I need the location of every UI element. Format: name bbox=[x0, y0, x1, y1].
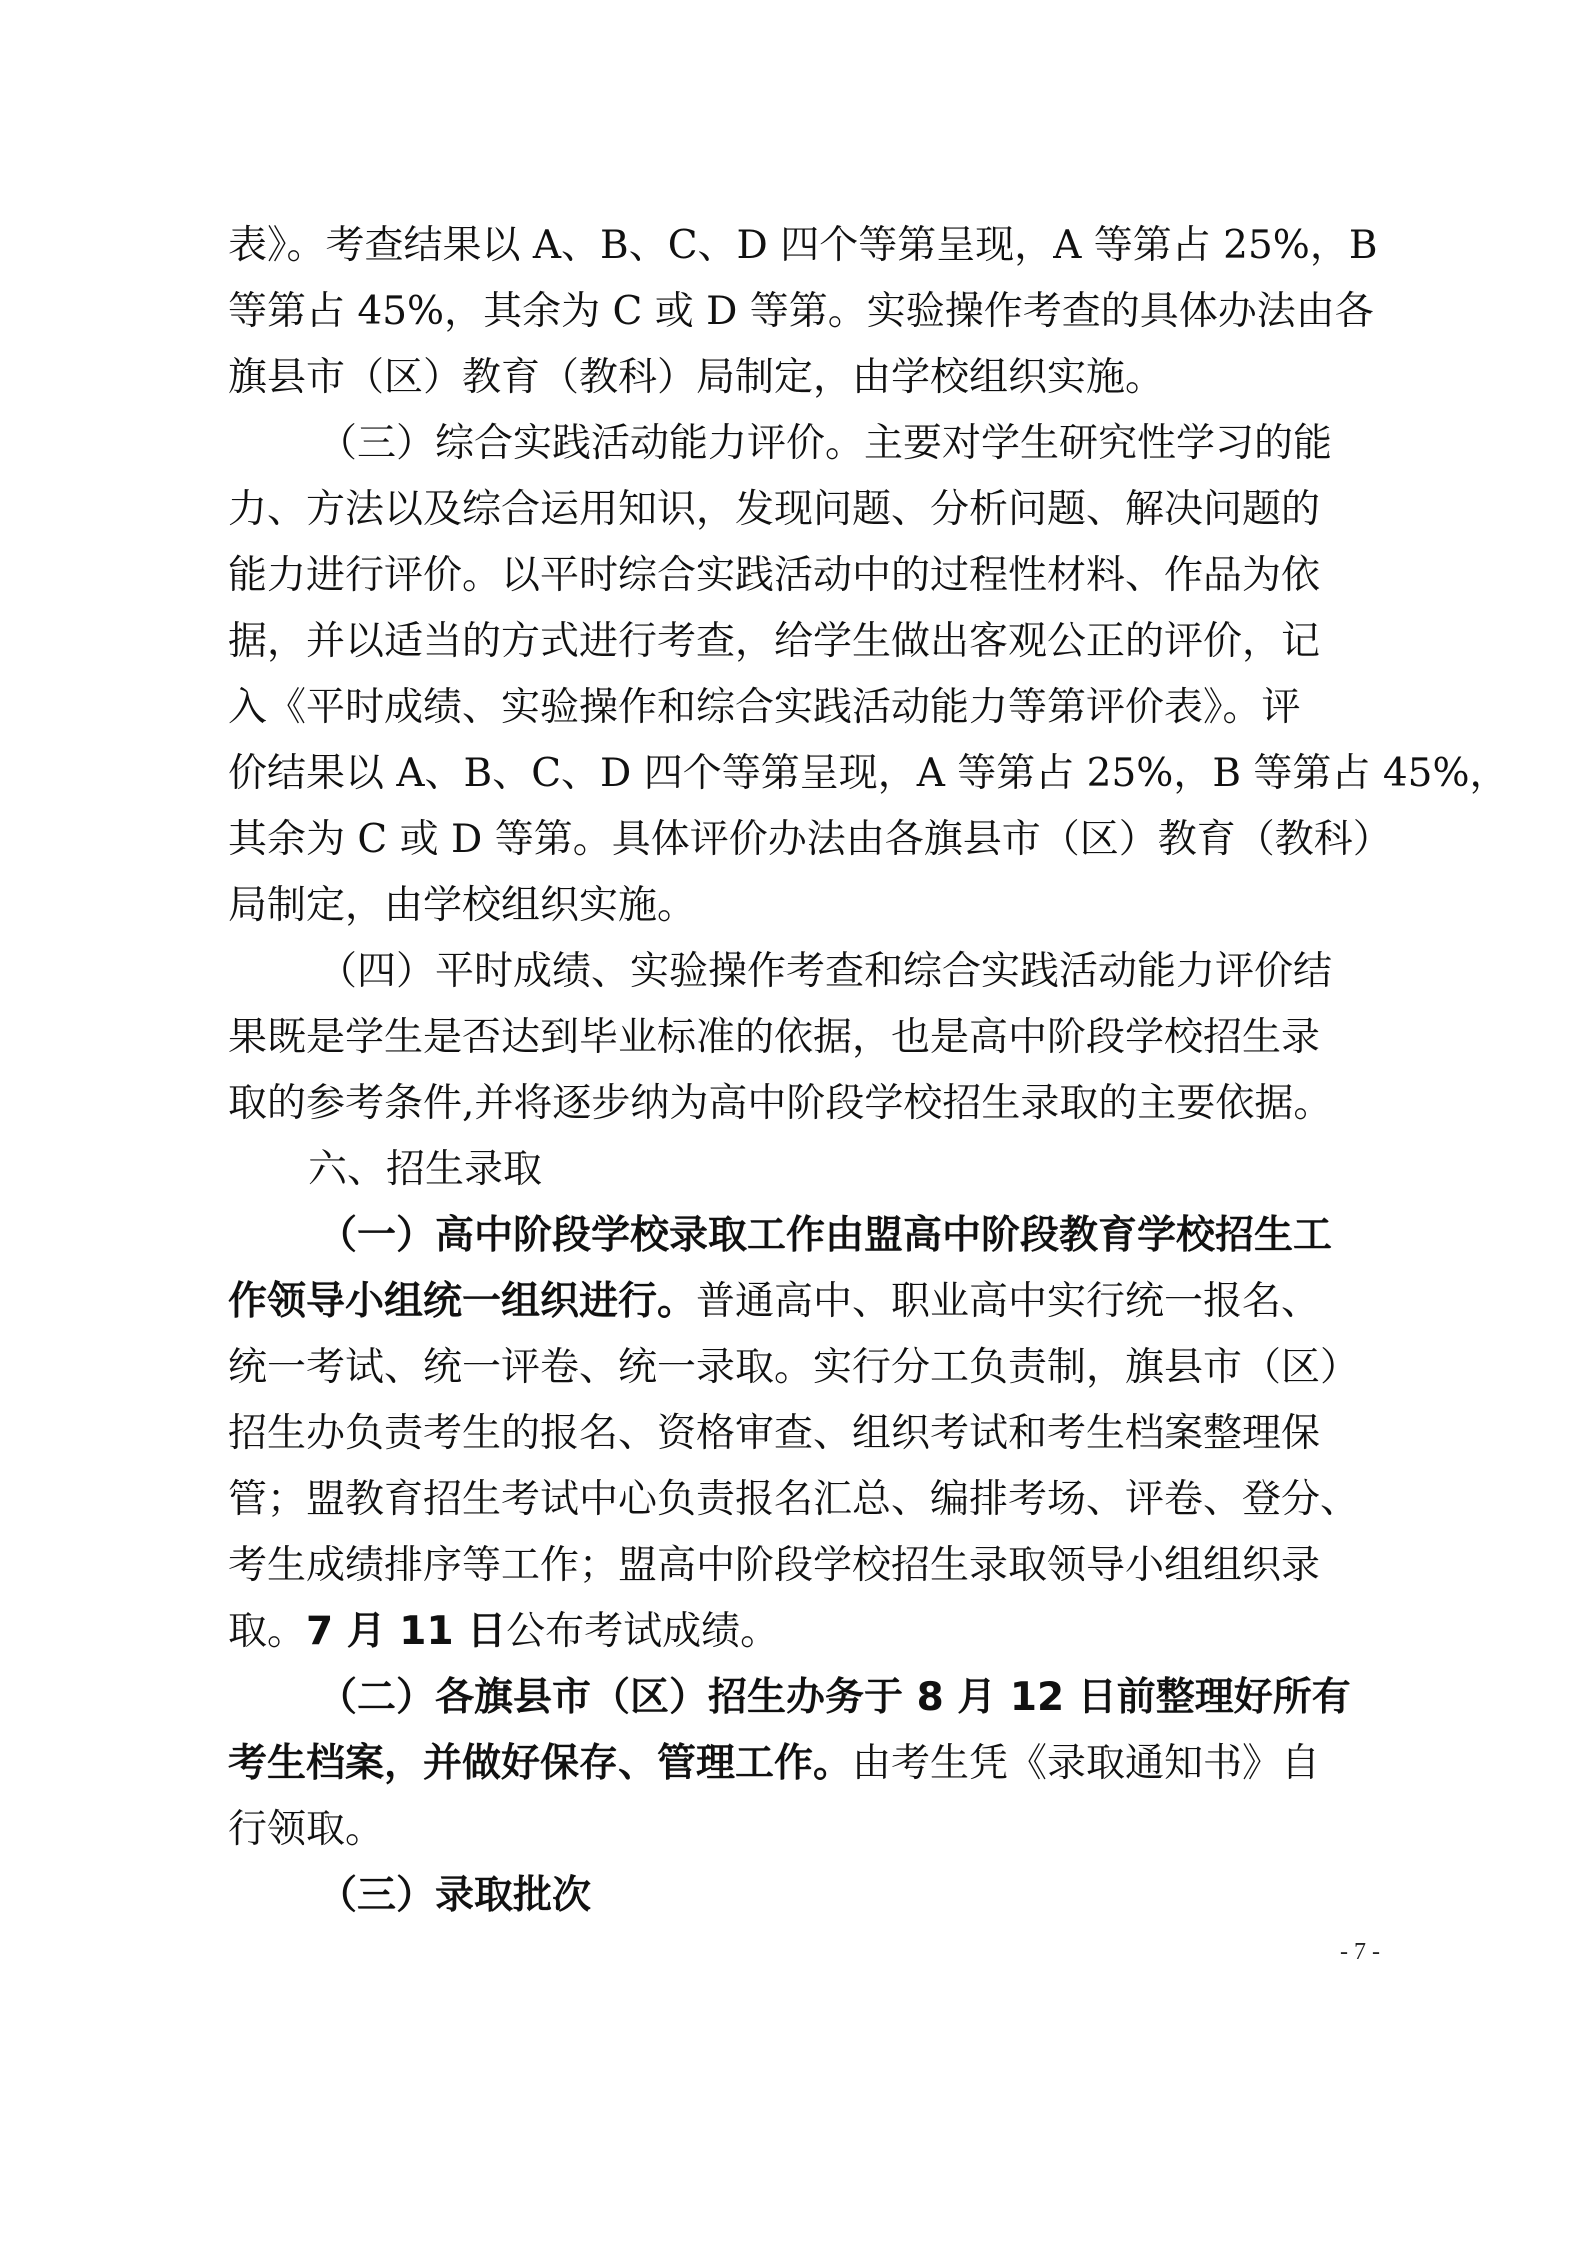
text-line bbox=[228, 1533, 1408, 1599]
text-line-content: 旗县市（区）教育（教科）局制定，由学校组织实施。 bbox=[228, 355, 1165, 400]
text-line-content: 果既是学生是否达到毕业标准的依据，也是高中阶段学校招生录 bbox=[228, 1015, 1321, 1060]
text-line bbox=[228, 543, 1408, 609]
text-line-content: 取的参考条件,并将逐步纳为高中阶段学校招生录取的主要依据。 bbox=[228, 1081, 1333, 1126]
section-heading-text: 六、招生录取 bbox=[308, 1147, 543, 1192]
text-line-content: 价结果以 A、B、C、D 四个等第呈现，A 等第占 25%，B 等第占 45%， bbox=[228, 751, 1509, 796]
text-line-content: 能力进行评价。以平时综合实践活动中的过程性材料、作品为依 bbox=[228, 553, 1321, 598]
section-heading bbox=[228, 1137, 1408, 1203]
text-line bbox=[228, 939, 1408, 1005]
text-line bbox=[228, 1335, 1408, 1401]
text-line bbox=[228, 675, 1408, 741]
text-line-content: 其余为 C 或 D 等第。具体评价办法由各旗县市（区）教育（教科） bbox=[228, 817, 1392, 862]
text-line bbox=[228, 1005, 1408, 1071]
text-line-content: 普通高中、职业高中实行统一报名、 bbox=[696, 1279, 1321, 1324]
text-line-content: （四）平时成绩、实验操作考查和综合实践活动能力评价结 bbox=[318, 949, 1333, 994]
text-line-content: 招生办负责考生的报名、资格审查、组织考试和考生档案整理保 bbox=[228, 1411, 1321, 1456]
text-line-content: 取。 bbox=[228, 1609, 307, 1654]
text-line-content: 力、方法以及综合运用知识，发现问题、分析问题、解决问题的 bbox=[228, 487, 1321, 532]
text-line-content: 入《平时成绩、实验操作和综合实践活动能力等第评价表》。评 bbox=[228, 685, 1301, 730]
text-line bbox=[228, 213, 1408, 279]
text-line bbox=[228, 807, 1408, 873]
text-line bbox=[228, 1269, 1408, 1335]
text-line bbox=[228, 411, 1408, 477]
page-number: - 7 - bbox=[1340, 1939, 1380, 1965]
text-line bbox=[228, 741, 1509, 807]
text-line-content: 表》。考查结果以 A、B、C、D 四个等第呈现，A 等第占 25%，B bbox=[228, 223, 1378, 268]
bold-date-text: 7 月 11 日 bbox=[306, 1609, 507, 1654]
text-line bbox=[228, 1797, 1408, 1863]
text-line-content: 据，并以适当的方式进行考查，给学生做出客观公正的评价，记 bbox=[228, 619, 1321, 664]
text-line bbox=[228, 1203, 1408, 1269]
body-text bbox=[228, 213, 1509, 1929]
text-line-content: 统一考试、统一评卷、统一录取。实行分工负责制，旗县市（区） bbox=[228, 1345, 1360, 1390]
text-line bbox=[228, 609, 1408, 675]
text-line-content: 公布考试成绩。 bbox=[506, 1609, 780, 1654]
bold-lead-text: 考生档案，并做好保存、管理工作。 bbox=[228, 1741, 853, 1786]
text-line-content: 由考生凭《录取通知书》自 bbox=[852, 1741, 1321, 1786]
bold-lead-text: （一）高中阶段学校录取工作由盟高中阶段教育学校招生工 bbox=[318, 1213, 1333, 1258]
text-line bbox=[228, 873, 1408, 939]
subsection-heading bbox=[228, 1863, 1408, 1929]
text-line bbox=[228, 1731, 1408, 1797]
subsection-heading-text: （三）录取批次 bbox=[318, 1873, 592, 1918]
text-line-content: 局制定，由学校组织实施。 bbox=[228, 883, 697, 928]
text-line bbox=[228, 1467, 1408, 1533]
text-line bbox=[228, 477, 1408, 543]
text-line bbox=[228, 1071, 1408, 1137]
bold-lead-text: 作领导小组统一组织进行。 bbox=[228, 1279, 697, 1324]
text-line bbox=[228, 345, 1408, 411]
text-line bbox=[228, 1401, 1408, 1467]
text-line bbox=[228, 1665, 1408, 1731]
text-line bbox=[228, 279, 1408, 345]
text-line-content: 考生成绩排序等工作；盟高中阶段学校招生录取领导小组组织录 bbox=[228, 1543, 1321, 1588]
text-line-content: 管；盟教育招生考试中心负责报名汇总、编排考场、评卷、登分、 bbox=[228, 1477, 1360, 1522]
text-line-content: 等第占 45%，其余为 C 或 D 等第。实验操作考查的具体办法由各 bbox=[228, 289, 1374, 334]
bold-lead-text: （二）各旗县市（区）招生办务于 8 月 12 日前整理好所有 bbox=[318, 1675, 1351, 1720]
text-line-content: 行领取。 bbox=[228, 1807, 385, 1852]
text-line-content: （三）综合实践活动能力评价。主要对学生研究性学习的能 bbox=[318, 421, 1333, 466]
text-line bbox=[228, 1599, 1408, 1665]
